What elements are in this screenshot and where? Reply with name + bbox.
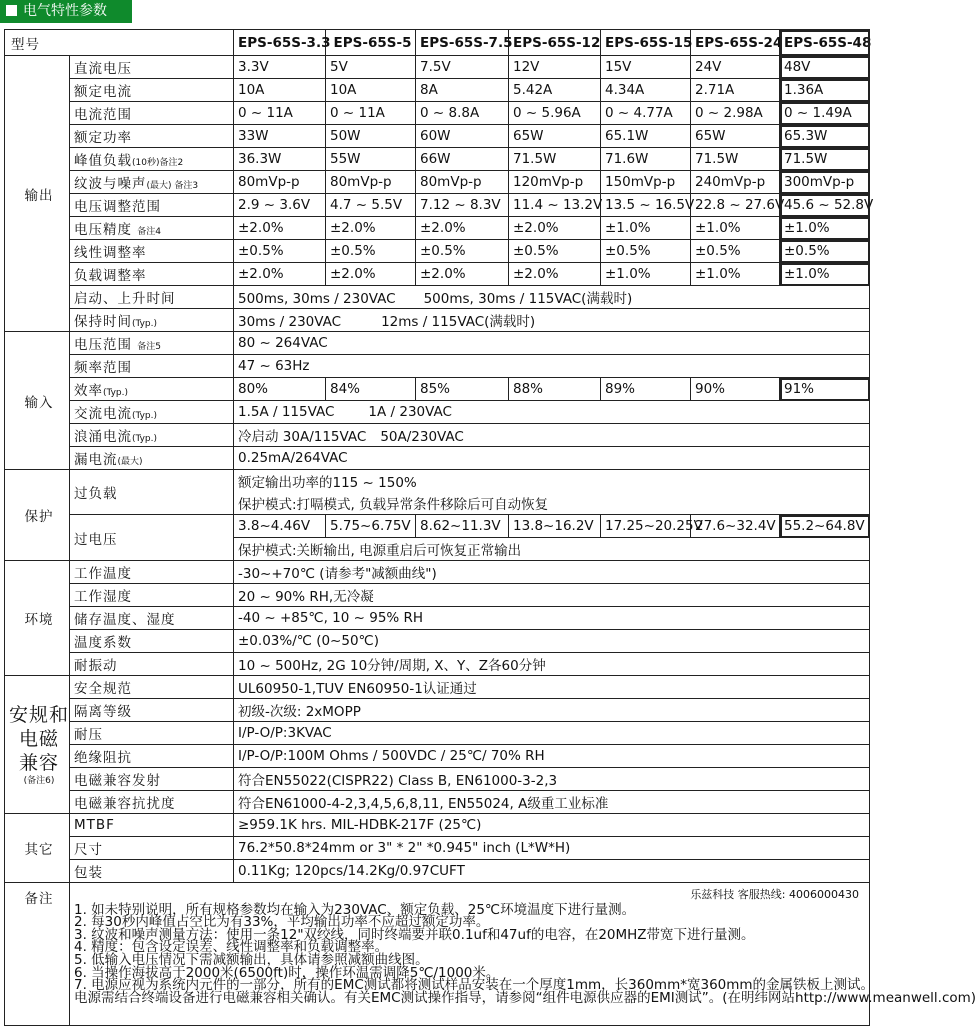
row-label: 浪涌电流(Typ.): [70, 424, 234, 447]
row-label: 交流电流(Typ.): [70, 401, 234, 424]
value-cell: 12V: [509, 56, 601, 79]
value-cell: ±0.5%: [326, 240, 416, 263]
value-cell: ±2.0%: [416, 263, 509, 286]
value-cell: 240mVp-p: [691, 171, 780, 194]
value-cell: 7.12 ~ 8.3V: [416, 194, 509, 217]
others-row: [5, 814, 870, 837]
env-row: [5, 653, 870, 676]
value-cell: ±0.5%: [601, 240, 691, 263]
value-cell: 0 ~ 2.98A: [691, 102, 780, 125]
row-label: 工作温度: [70, 561, 234, 584]
value-cell: 300mVp-p: [780, 171, 870, 194]
value-cell: 0 ~ 1.49A: [780, 102, 870, 125]
value-cell: 55W: [326, 148, 416, 171]
output-rated-power-row: [5, 125, 870, 148]
value-cell: ±0.5%: [691, 240, 780, 263]
value-cell: 初级-次级: 2xMOPP: [234, 699, 870, 722]
spec-table: [4, 29, 976, 1026]
output-dc-voltage-row: [5, 56, 870, 79]
value-cell: 500ms, 30ms / 230VAC 500ms, 30ms / 115VAC(满载时): [234, 286, 870, 309]
group-notes: 备注: [5, 883, 70, 1026]
notes-row: [5, 883, 870, 1026]
model-row: [5, 30, 870, 56]
row-label: 纹波与噪声(最大) 备注3: [70, 171, 234, 194]
model-cell: EPS-65S-5: [326, 30, 416, 56]
value-cell: I/P-O/P:3KVAC: [234, 722, 870, 745]
value-cell: 保护模式:关断输出, 电源重启后可恢复正常输出: [234, 538, 870, 561]
value-cell: 55.2~64.8V: [780, 515, 870, 538]
value-cell: 11.4 ~ 13.2V: [509, 194, 601, 217]
value-cell: 48V: [780, 56, 870, 79]
row-label: 电磁兼容抗扰度: [70, 791, 234, 814]
value-cell: 2.9 ~ 3.6V: [234, 194, 326, 217]
value-cell: 36.3W: [234, 148, 326, 171]
value-cell: ±1.0%: [691, 263, 780, 286]
model-label: 型号: [5, 30, 234, 56]
row-label: MTBF: [70, 814, 234, 837]
value-cell: 71.5W: [691, 148, 780, 171]
value-cell: 50W: [326, 125, 416, 148]
value-cell: 24V: [691, 56, 780, 79]
value-cell: 80mVp-p: [234, 171, 326, 194]
group-environment: 环境: [5, 561, 70, 676]
value-cell: 91%: [780, 378, 870, 401]
row-label: 额定功率: [70, 125, 234, 148]
output-peak-load-row: [5, 148, 870, 171]
row-label: 启动、上升时间: [70, 286, 234, 309]
value-cell: UL60950-1,TUV EN60950-1认证通过: [234, 676, 870, 699]
row-label: 漏电流(最大): [70, 447, 234, 470]
value-cell: ±0.5%: [416, 240, 509, 263]
input-leakage-current-row: [5, 447, 870, 470]
value-cell: 4.34A: [601, 79, 691, 102]
value-cell: -40 ~ +85℃, 10 ~ 95% RH: [234, 607, 870, 630]
input-inrush-current-row: [5, 424, 870, 447]
safety-row: [5, 745, 870, 768]
value-cell: 65.3W: [780, 125, 870, 148]
value-cell: 0 ~ 5.96A: [509, 102, 601, 125]
value-cell: 85%: [416, 378, 509, 401]
model-cell-highlighted: EPS-65S-48: [780, 30, 870, 56]
row-label: 包装: [70, 860, 234, 883]
value-cell: ±2.0%: [509, 217, 601, 240]
value-cell: 保护模式:打嗝模式, 负载异常条件移除后可自动恢复: [234, 492, 870, 515]
value-cell: 1.36A: [780, 79, 870, 102]
input-efficiency-row: [5, 378, 870, 401]
output-voltage-tolerance-row: [5, 217, 870, 240]
value-cell: ±1.0%: [601, 263, 691, 286]
output-ripple-row: [5, 171, 870, 194]
env-row: [5, 561, 870, 584]
note-line: 7. 电源应视为系统内元件的一部分，所有的EMC测试都将测试样品安装在一个厚度1mm，长360mm*宽360mm的金属铁板上测试。: [74, 977, 875, 994]
input-voltage-range-row: [5, 332, 870, 355]
value-cell: 76.2*50.8*24mm or 3" * 2" *0.945" inch (L*W*H): [234, 837, 870, 860]
env-row: [5, 607, 870, 630]
protection-overload-row: [5, 470, 870, 493]
value-cell: 150mVp-p: [601, 171, 691, 194]
safety-row: [5, 676, 870, 699]
row-label: 安全规范: [70, 676, 234, 699]
value-cell: ±2.0%: [509, 263, 601, 286]
model-cell: EPS-65S-12: [509, 30, 601, 56]
row-label: 储存温度、湿度: [70, 607, 234, 630]
value-cell: ±1.0%: [780, 263, 870, 286]
row-label: 额定电流: [70, 79, 234, 102]
row-label: 电磁兼容发射: [70, 768, 234, 791]
value-cell: ±2.0%: [326, 217, 416, 240]
group-output: 输出: [5, 56, 70, 332]
row-label: 线性调整率: [70, 240, 234, 263]
env-row: [5, 630, 870, 653]
note-line: 3. 纹波和噪声测量方法：使用一条12"双绞线，同时终端要并联0.1uf和47uf的电容，在20MHZ带宽下进行量测。: [74, 926, 755, 943]
row-label: 过负载: [70, 470, 234, 515]
value-cell: 0 ~ 11A: [234, 102, 326, 125]
value-cell: 0 ~ 11A: [326, 102, 416, 125]
section-title: 电气特性参数: [0, 0, 132, 23]
value-cell: 65W: [691, 125, 780, 148]
row-label: 效率(Typ.): [70, 378, 234, 401]
value-cell: ±0.5%: [234, 240, 326, 263]
others-row: [5, 837, 870, 860]
value-cell: 额定输出功率的115 ~ 150%: [234, 470, 870, 493]
value-cell: -30~+70℃ (请参考"减额曲线"): [234, 561, 870, 584]
output-setup-time-row: [5, 286, 870, 309]
value-cell: 5V: [326, 56, 416, 79]
protection-overvoltage-row: [5, 515, 870, 538]
value-cell: 13.5 ~ 16.5V: [601, 194, 691, 217]
value-cell: 80%: [234, 378, 326, 401]
value-cell: 65W: [509, 125, 601, 148]
value-cell: 0.11Kg; 120pcs/14.2Kg/0.97CUFT: [234, 860, 870, 883]
note-line: 1. 如未特别说明，所有规格参数均在输入为230VAC、额定负载、25℃环境温度下进行量测。: [74, 901, 636, 918]
value-cell: 5.42A: [509, 79, 601, 102]
value-cell: ±2.0%: [234, 217, 326, 240]
value-cell: 13.8~16.2V: [509, 515, 601, 538]
value-cell: 88%: [509, 378, 601, 401]
value-cell: 27.6~32.4V: [691, 515, 780, 538]
row-label: 耐压: [70, 722, 234, 745]
row-label: 耐振动: [70, 653, 234, 676]
value-cell: 3.3V: [234, 56, 326, 79]
hotline: 乐兹科技 客服热线: 4006000430: [690, 888, 859, 901]
row-label: 隔离等级: [70, 699, 234, 722]
group-safety-emc: 安规和 电磁 兼容 (备注6): [5, 676, 70, 814]
output-line-regulation-row: [5, 240, 870, 263]
group-others: 其它: [5, 814, 70, 883]
value-cell: ±1.0%: [780, 217, 870, 240]
output-rated-current-row: [5, 79, 870, 102]
output-current-range-row: [5, 102, 870, 125]
safety-row: [5, 768, 870, 791]
row-label: 工作湿度: [70, 584, 234, 607]
value-cell: ±2.0%: [234, 263, 326, 286]
note-line: 5. 低输入电压情况下需减额输出，具体请参照减额曲线图。: [74, 952, 429, 968]
model-cell: EPS-65S-24: [691, 30, 780, 56]
row-label: 电压范围 备注5: [70, 332, 234, 355]
value-cell: ±2.0%: [326, 263, 416, 286]
value-cell: 5.75~6.75V: [326, 515, 416, 538]
value-cell: 7.5V: [416, 56, 509, 79]
value-cell: 8.62~11.3V: [416, 515, 509, 538]
group-protection: 保护: [5, 470, 70, 561]
output-voltage-adj-row: [5, 194, 870, 217]
value-cell: 47 ~ 63Hz: [234, 355, 870, 378]
row-label: 过电压: [70, 515, 234, 561]
value-cell: 80 ~ 264VAC: [234, 332, 870, 355]
row-label: 电压精度 备注4: [70, 217, 234, 240]
safety-row: [5, 722, 870, 745]
value-cell: 22.8 ~ 27.6V: [691, 194, 780, 217]
note-line: 2. 每30秒内峰值占空比为有33%，平均输出功率不应超过额定功率。: [74, 914, 490, 931]
value-cell: 4.7 ~ 5.5V: [326, 194, 416, 217]
row-label: 电流范围: [70, 102, 234, 125]
value-cell: 65.1W: [601, 125, 691, 148]
row-label: 尺寸: [70, 837, 234, 860]
note-line: 4. 精度：包含设定误差、线性调整率和负载调整率。: [74, 939, 389, 956]
value-cell: I/P-O/P:100M Ohms / 500VDC / 25℃/ 70% RH: [234, 745, 870, 768]
value-cell: 3.8~4.46V: [234, 515, 326, 538]
input-frequency-row: [5, 355, 870, 378]
model-cell: EPS-65S-7.5: [416, 30, 509, 56]
value-cell: 80mVp-p: [416, 171, 509, 194]
value-cell: ±0.5%: [780, 240, 870, 263]
value-cell: 0.25mA/264VAC: [234, 447, 870, 470]
output-load-regulation-row: [5, 263, 870, 286]
value-cell: ±0.5%: [509, 240, 601, 263]
notes-cell: [70, 883, 976, 1026]
value-cell: 8A: [416, 79, 509, 102]
value-cell: ±2.0%: [416, 217, 509, 240]
value-cell: 2.71A: [691, 79, 780, 102]
value-cell: ≥959.1K hrs. MIL-HDBK-217F (25℃): [234, 814, 870, 837]
output-hold-time-row: [5, 309, 870, 332]
square-bullet-icon: [6, 5, 17, 16]
value-cell: 71.5W: [509, 148, 601, 171]
row-label: 直流电压: [70, 56, 234, 79]
value-cell: ±0.03%/℃ (0~50℃): [234, 630, 870, 653]
model-cell: EPS-65S-15: [601, 30, 691, 56]
value-cell: ±1.0%: [601, 217, 691, 240]
input-ac-current-row: [5, 401, 870, 424]
value-cell: 10A: [326, 79, 416, 102]
value-cell: 符合EN55022(CISPR22) Class B, EN61000-3-2,3: [234, 768, 870, 791]
value-cell: 17.25~20.25V: [601, 515, 691, 538]
value-cell: 66W: [416, 148, 509, 171]
value-cell: 90%: [691, 378, 780, 401]
value-cell: 10A: [234, 79, 326, 102]
value-cell: 80mVp-p: [326, 171, 416, 194]
value-cell: 符合EN61000-4-2,3,4,5,6,8,11, EN55024, A级重工业标准: [234, 791, 870, 814]
model-cell: EPS-65S-3.3: [234, 30, 326, 56]
value-cell: 30ms / 230VAC 12ms / 115VAC(满载时): [234, 309, 870, 332]
row-label: 绝缘阻抗: [70, 745, 234, 768]
note-line: 电源需结合终端设备进行电磁兼容相关确认。有关EMC测试操作指导，请参阅“组件电源供应器的EMI测试”。(在明纬网站http://www.meanwell.com): [74, 989, 976, 1006]
others-row: [5, 860, 870, 883]
value-cell: 冷启动 30A/115VAC 50A/230VAC: [234, 424, 870, 447]
env-row: [5, 584, 870, 607]
row-label: 保持时间(Typ.): [70, 309, 234, 332]
row-label: 温度系数: [70, 630, 234, 653]
note-line: 6. 当操作海拔高于2000米(6500ft)时，操作环温需调降5℃/1000米。: [74, 964, 500, 981]
value-cell: 60W: [416, 125, 509, 148]
value-cell: 33W: [234, 125, 326, 148]
value-cell: 0 ~ 8.8A: [416, 102, 509, 125]
safety-row: [5, 791, 870, 814]
value-cell: 71.6W: [601, 148, 691, 171]
row-label: 频率范围: [70, 355, 234, 378]
value-cell: 0 ~ 4.77A: [601, 102, 691, 125]
safety-row: [5, 699, 870, 722]
row-label: 负载调整率: [70, 263, 234, 286]
value-cell: 1.5A / 115VAC 1A / 230VAC: [234, 401, 870, 424]
group-input: 输入: [5, 332, 70, 470]
value-cell: 45.6 ~ 52.8V: [780, 194, 870, 217]
value-cell: 84%: [326, 378, 416, 401]
value-cell: 71.5W: [780, 148, 870, 171]
value-cell: 20 ~ 90% RH,无冷凝: [234, 584, 870, 607]
row-label: 峰值负载(10秒)备注2: [70, 148, 234, 171]
value-cell: ±1.0%: [691, 217, 780, 240]
value-cell: 89%: [601, 378, 691, 401]
row-label: 电压调整范围: [70, 194, 234, 217]
value-cell: 15V: [601, 56, 691, 79]
value-cell: 120mVp-p: [509, 171, 601, 194]
value-cell: 10 ~ 500Hz, 2G 10分钟/周期, X、Y、Z各60分钟: [234, 653, 870, 676]
